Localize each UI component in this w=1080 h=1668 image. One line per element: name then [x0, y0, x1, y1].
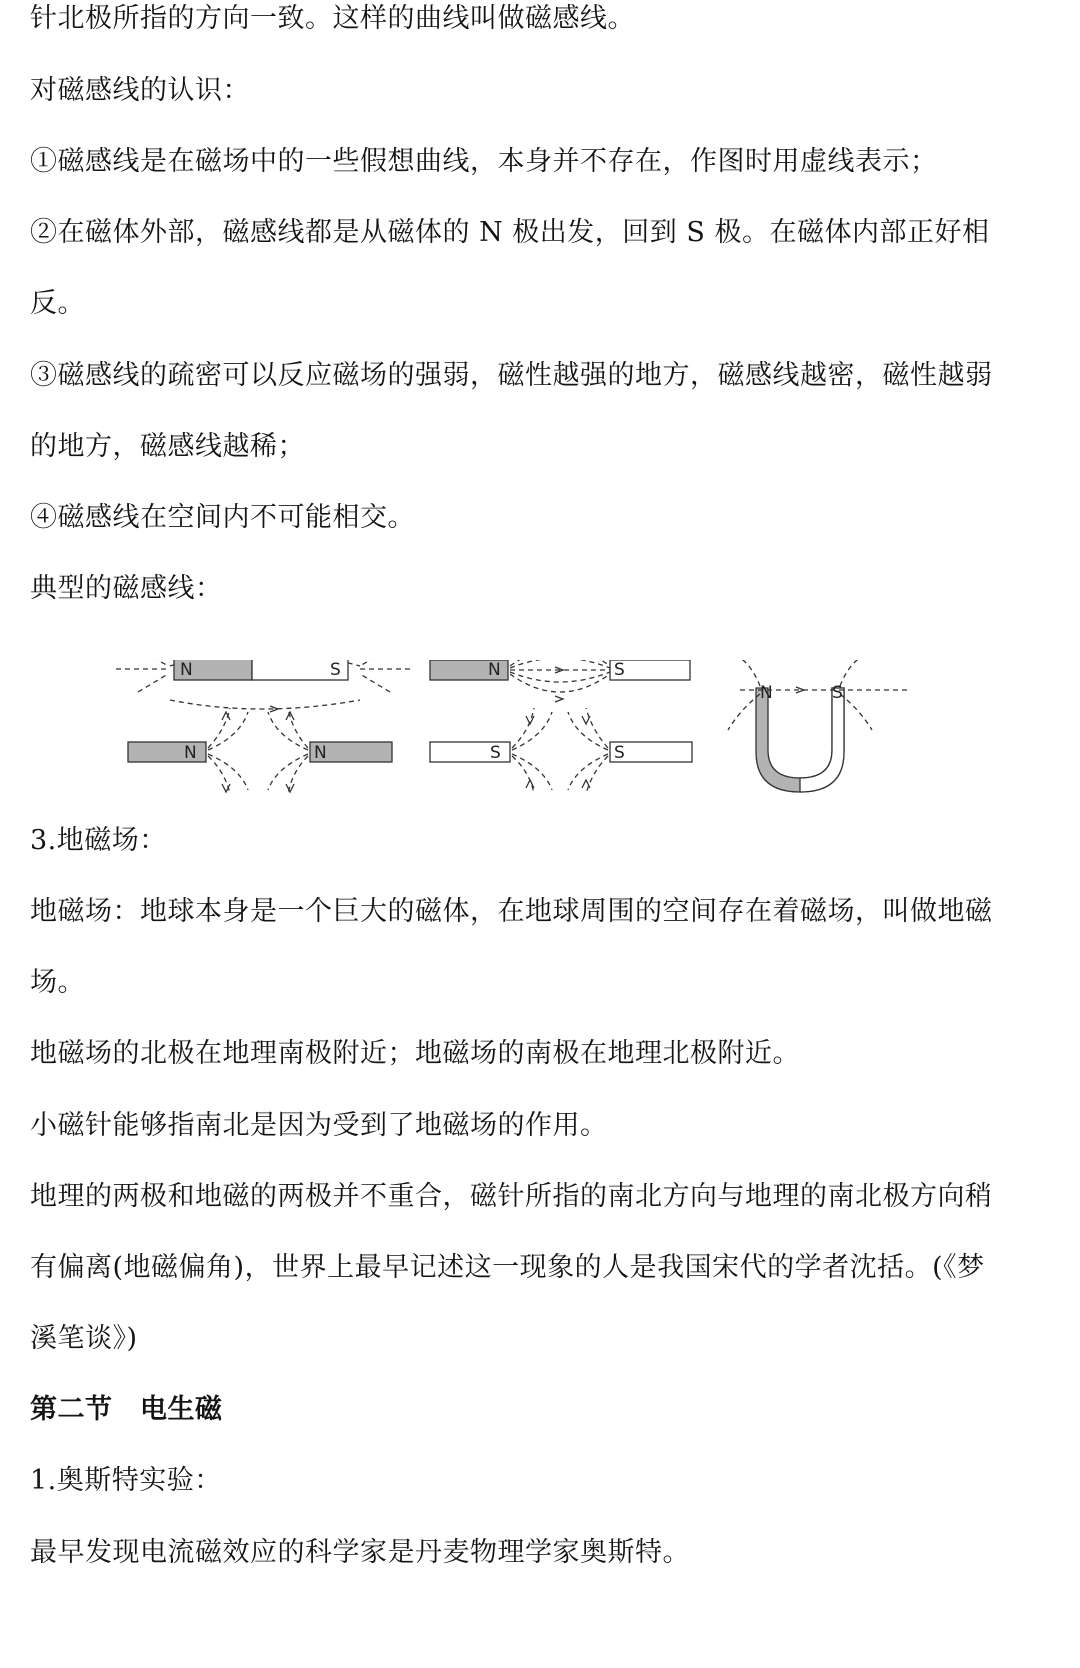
pole-label-s: S: [330, 660, 341, 680]
repelling-north-magnets-figure: [128, 708, 392, 794]
text-line-13: 地磁场的北极在地理南极附近；地磁场的南极在地理北极附近。: [30, 1038, 800, 1069]
text-line-18: 1.奥斯特实验：: [30, 1465, 222, 1496]
pole-label-n: N: [760, 683, 773, 703]
text-line-2: 对磁感线的认识：: [30, 75, 250, 106]
pole-label-s: S: [832, 683, 843, 703]
pole-label-n: N: [180, 660, 193, 680]
text-line-4: ②在磁体外部，磁感线都是从磁体的 N 极出发，回到 S 极。在磁体内部正好相: [30, 217, 990, 248]
text-line-17: 溪笔谈》): [30, 1323, 138, 1354]
text-line-10: 3.地磁场：: [30, 825, 167, 856]
text-line-7: 的地方，磁感线越稀；: [30, 431, 305, 462]
attracting-magnets-figure: [430, 660, 690, 702]
horseshoe-magnet-figure: [728, 660, 910, 792]
pole-label-s: S: [614, 660, 625, 680]
text-line-3: ①磁感线是在磁场中的一些假想曲线，本身并不存在，作图时用虚线表示；: [30, 146, 938, 177]
text-line-12: 场。: [30, 967, 85, 998]
pole-label-s: S: [490, 743, 501, 763]
pole-label-s: S: [614, 743, 625, 763]
pole-label-n: N: [314, 743, 327, 763]
text-line-1: 针北极所指的方向一致。这样的曲线叫做磁感线。: [30, 3, 635, 34]
text-line-14: 小磁针能够指南北是因为受到了地磁场的作用。: [30, 1110, 608, 1141]
section-title: 第二节 电生磁: [30, 1394, 223, 1425]
pole-label-n: N: [184, 743, 197, 763]
text-line-9: 典型的磁感线：: [30, 573, 223, 604]
text-line-16: 有偏离(地磁偏角)，世界上最早记述这一现象的人是我国宋代的学者沈括。(《梦: [30, 1252, 985, 1283]
text-line-6: ③磁感线的疏密可以反应磁场的强弱，磁性越强的地方，磁感线越密，磁性越弱: [30, 360, 993, 391]
text-line-19: 最早发现电流磁效应的科学家是丹麦物理学家奥斯特。: [30, 1537, 690, 1568]
text-line-5: 反。: [30, 288, 85, 319]
pole-label-n: N: [488, 660, 501, 680]
repelling-south-magnets-figure: [430, 708, 692, 794]
text-line-8: ④磁感线在空间内不可能相交。: [30, 502, 415, 533]
magnetic-field-lines-figure: [110, 660, 960, 840]
text-line-11: 地磁场：地球本身是一个巨大的磁体，在地球周围的空间存在着磁场，叫做地磁: [30, 896, 993, 927]
bar-magnet-figure: [116, 660, 410, 712]
text-line-15: 地理的两极和地磁的两极并不重合，磁针所指的南北方向与地理的南北极方向稍: [30, 1181, 993, 1212]
